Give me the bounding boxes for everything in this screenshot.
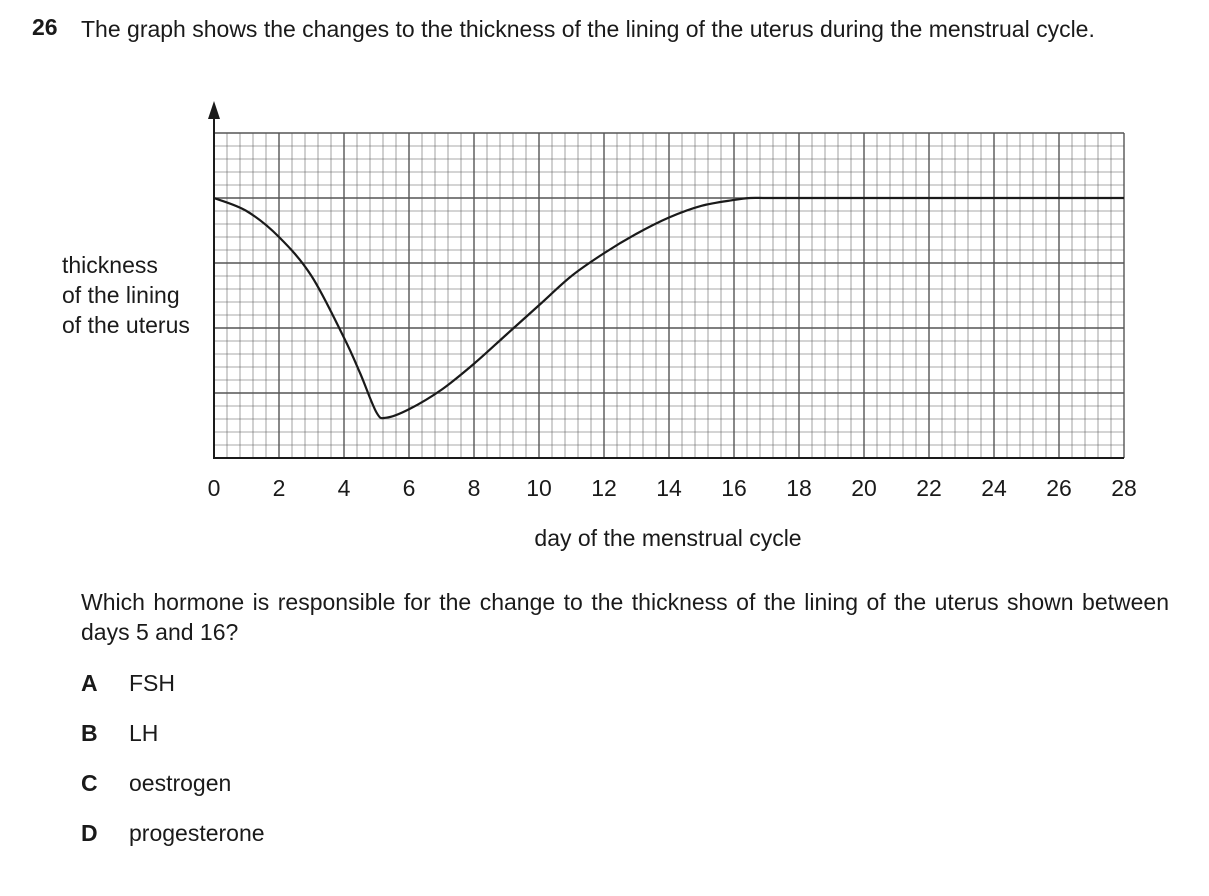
option-d <box>81 818 265 868</box>
option-letter: A <box>81 670 98 696</box>
x-tick-label: 26 <box>1046 475 1072 501</box>
option-letter: B <box>81 720 98 746</box>
x-tick-label: 24 <box>981 475 1007 501</box>
option-text: oestrogen <box>129 770 232 796</box>
y-axis-arrow <box>208 101 220 119</box>
x-tick-label: 8 <box>467 475 481 501</box>
x-tick-label: 0 <box>207 475 221 501</box>
question-number: 26 <box>32 14 58 40</box>
x-tick-label: 2 <box>272 475 286 501</box>
x-tick-label: 16 <box>721 475 747 501</box>
x-tick-label: 28 <box>1111 475 1137 501</box>
answer-options <box>81 668 265 868</box>
question-intro: The graph shows the changes to the thickness of the lining of the uterus during the menstrual cycle. <box>81 16 1095 42</box>
x-tick-label: 20 <box>851 475 877 501</box>
option-c <box>81 768 265 818</box>
option-a <box>81 668 265 718</box>
x-tick-label: 22 <box>916 475 942 501</box>
x-tick-label: 12 <box>591 475 617 501</box>
option-text: FSH <box>129 670 175 696</box>
option-b <box>81 718 265 768</box>
option-letter: C <box>81 770 98 796</box>
question-prompt: Which hormone is responsible for the change to the thickness of the lining of the uterus shown between days 5 and 16? <box>81 589 1169 645</box>
option-letter: D <box>81 820 98 846</box>
x-tick-label: 18 <box>786 475 812 501</box>
y-axis-label-line: thickness <box>62 252 158 278</box>
x-tick-label: 10 <box>526 475 552 501</box>
option-text: LH <box>129 720 159 746</box>
x-axis-label: day of the menstrual cycle <box>534 525 802 551</box>
y-axis-label-line: of the lining <box>62 282 180 308</box>
x-tick-label: 6 <box>402 475 416 501</box>
x-tick-label: 4 <box>337 475 351 501</box>
option-text: progesterone <box>129 820 265 846</box>
x-tick-label: 14 <box>656 475 682 501</box>
y-axis-label-line: of the uterus <box>62 312 190 338</box>
